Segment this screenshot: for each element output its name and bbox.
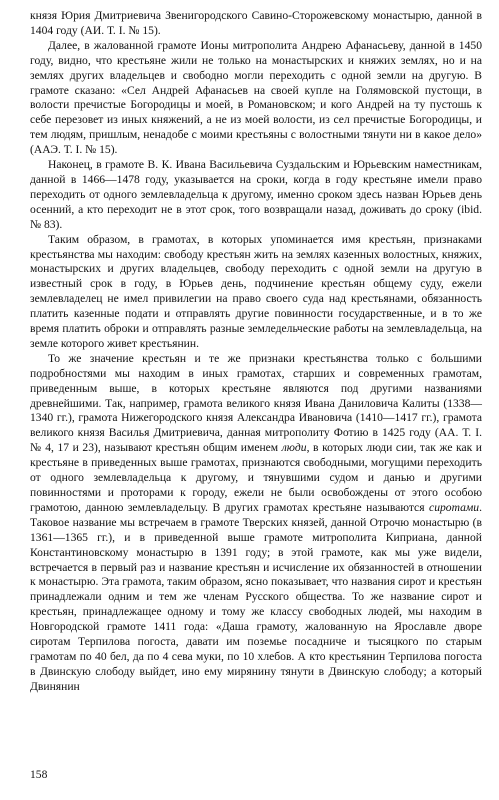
- text-run: То же значение крестьян и те же признаки крестьянства только с большими подробностями мы находим в иных грамотах, старших и современных грамотам, приведенным выше, в которых крестьяне являются под другими названиями древнейшими. Так, например, грамота великого князя Ивана Даниловича Калиты (1338—1340 гг.), грамота Нижегородского князя Александра Ивановича (1410—1417 гг.), грамота великого князя Василья Дмитриевича, данная митрополиту Фотию в 1425 году (АА. Т. I. № 4, 17 и 23), называют крестьян общим именем: [30, 351, 482, 455]
- paragraph-p5: [30, 352, 482, 695]
- text-run: Далее, в жалованной грамоте Ионы митрополита Андрею Афанасьеву, данной в 1450 году, видно, что крестьяне жили не только на монастырских и княжих землях, но и на землях других владельцев и свободно могли переходить с одной земли на другую. В грамоте сказано: «Сел Андрей Афанасьев на своей купле на Голямовской пустощи, в волости пречистые Богородицы и моей, в Романовском; и кого Андрей на ту пустошь к себе перезовет из иных княжений, а не из моей волости, из сел пречистые Богородицы, и тем людям, пришлым, ненадобе с моими крестьяны с волостными тянути ни в какое дело» (ААЭ. Т. I. № 15).: [30, 38, 482, 157]
- text-run: князя Юрия Дмитриевича Звенигородского Савино-Сторожевскому монастырю, данной в 1404 году (АИ. Т. I. № 15).: [30, 9, 482, 37]
- paragraph-p2: [30, 39, 482, 158]
- text-run: Наконец, в грамоте В. К. Ивана Васильевича Суздальским и Юрьевским наместникам, данной в 1466—1478 году, указывается на сроки, когда в году крестьяне имели право переходить от одного землевладельца к другому, именно сроком здесь назван Юрьев день осенний, а кто переходит не в этот срок, того возвращали назад, доживать до сроку (ibid. № 83).: [30, 158, 482, 231]
- body-text: [30, 9, 482, 695]
- italic-term: сиротами: [429, 500, 480, 514]
- text-run: , в которых люди сии, так же как и крестьяне в приведенных выше грамотах, признаются свободными, могущими переходить от одного землевладельца к другому, и тянувшими судом и данью и другими повинностями и проторами к городу, ежели не были освобождены от этого особою грамотою, данною землевладельцу. В других грамотах крестьяне называются: [30, 441, 482, 514]
- paragraph-p4: [30, 233, 482, 352]
- paragraph-p1: [30, 9, 482, 39]
- text-run: . Таковое название мы встречаем в грамоте Тверских князей, данной Отрочю монастырю (в 1361—1365 гг.), и в приведенной выше грамоте митрополита Киприана, данной Константиновскому монастырю в 1391 году; в этой грамоте, как мы уже видели, встречается в первый раз и название крестьян и исчисление их обязанностей в отношении к монастырю. Эта грамота, таким образом, ясно показывает, что названия сирот и крестьян принадлежали одним и тем же членам Русского общества. То же название сирот и крестьян, принадлежащее одному и тому же классу свободных людей, мы находим в Новгородской грамоте 1411 года: «Даша грамоту, жалованную на Ярославле дворе сиротам Терпилова погоста, давати им поземье посадниче и тысяцкого по старым грамотам по 40 бел, да по 4 сева муки, по 10 хлебов. А кто крестьянин Терпилова погоста в Двинскую слободу выйдет, ино ему мирянину тянути в Двинскую слободу; а который Двинянин: [30, 500, 482, 693]
- text-run: Таким образом, в грамотах, в которых упоминается имя крестьян, признаками крестьянства мы находим: свободу крестьян жить на землях казенных волостных, княжих, монастырских и других владельцев, свободу переходить с одной земли на другую в известный срок в году, в Юрьев день, подчинение крестьян общему суду, ежели землевладелец не имел привилегии на право своего суда над крестьянами, обязанность платить казенные подати и отправлять другие повинности государственные, и в то же время платить оброки и отправлять разные земледельческие работы на землевладельца, на земле которого живет крестьянин.: [30, 232, 482, 350]
- page-number: 158: [30, 768, 48, 781]
- italic-term: люди: [281, 441, 307, 455]
- paragraph-p3: [30, 158, 482, 233]
